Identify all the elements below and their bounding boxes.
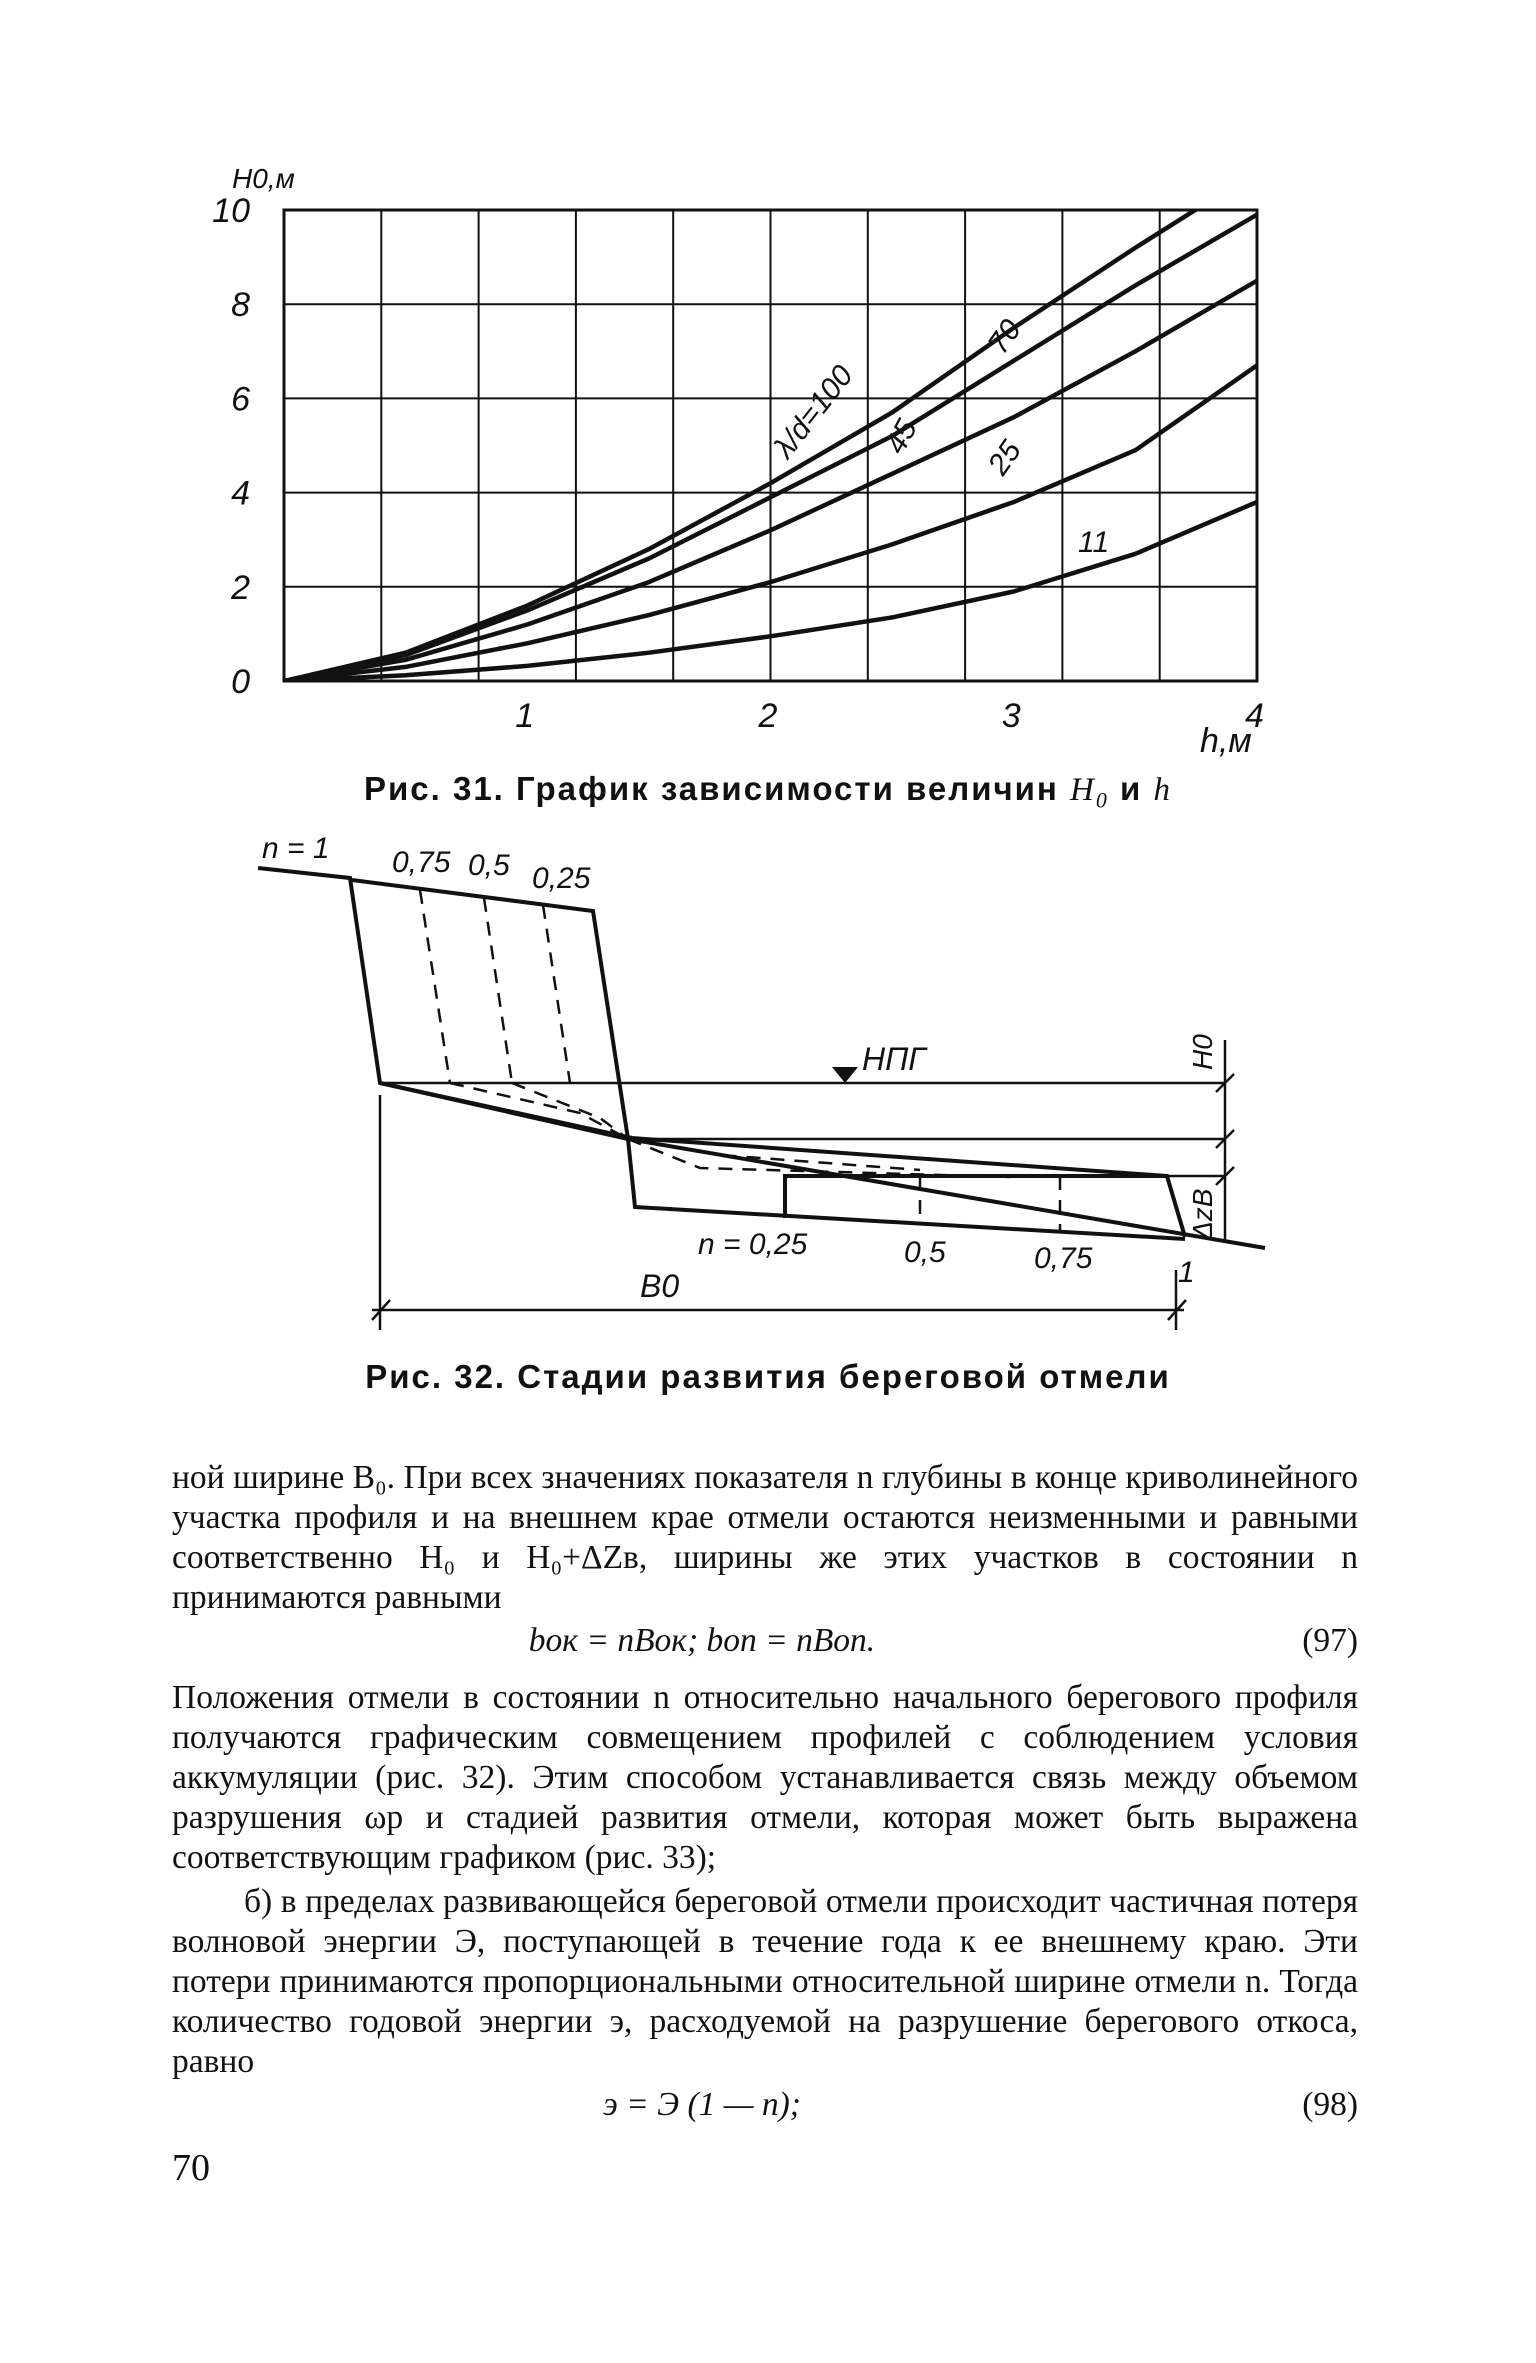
paragraph-3: б) в пределах развивающейся береговой отмели происходит частичная потеря волновой энергии Э, поступающей в течение года к ее внешнему краю. Эти потери принимаются пропорциональными относительной ширине отмели n. Тогда количество годовой энергии э, расходуемой на разрушение берегового откоса, равно: [172, 1883, 1358, 2080]
h0-dimension-label: H0: [1187, 1034, 1218, 1070]
y-tick-label: 2: [231, 568, 250, 607]
formula-98-number: (98): [1302, 2086, 1358, 2123]
page-number: 70: [172, 2147, 210, 2189]
caption-and: и: [1120, 770, 1143, 807]
initial-profile: [258, 868, 1265, 1248]
x-tick-label: 1: [515, 697, 535, 735]
x-tick-label: 2: [758, 697, 778, 735]
formula-98-expression: э = Э (1 — n);: [603, 2086, 801, 2123]
profile-n075-lower: [628, 1139, 1010, 1177]
dz-dimension-label: ΔzB: [1187, 1188, 1218, 1240]
curve-label-70: 70: [981, 313, 1028, 361]
curve-label-11: 11: [1078, 526, 1110, 559]
caption-h: h: [1153, 772, 1173, 808]
x-axis-label: h,м: [1200, 722, 1252, 760]
fig32-caption: Рис. 32. Стадии развития береговой отмели: [365, 1358, 1171, 1395]
top-label-n1: n = 1: [262, 832, 330, 865]
bottom-label-05: 0,5: [904, 1236, 946, 1269]
formula-97-expression: bок = nBок; bоп = nBоп.: [528, 1622, 876, 1659]
fig31-caption-text: Рис. 31. График зависимости величин: [363, 770, 1059, 807]
top-label-025: 0,25: [532, 862, 591, 895]
bottom-label-075: 0,75: [1034, 1242, 1093, 1275]
b0-label: B0: [640, 1268, 680, 1304]
y-tick-label: 6: [231, 380, 250, 419]
curve-label-100: λ/d=100: [767, 359, 860, 465]
formula-97: [172, 1622, 1358, 1662]
y-tick-label: 10: [212, 192, 250, 230]
water-level-label: НПГ: [862, 1041, 926, 1077]
y-axis-label: H0,м: [232, 163, 295, 194]
y-tick-label: 4: [231, 474, 250, 513]
scarp-n025: [543, 905, 570, 1083]
paragraph-1: ной ширине B₀. При всех значениях показателя n глубины в конце криволинейного участка профиля и на внешнем крае отмели остаются неизменными и равными соответственно H₀ и H₀+ΔZв, ширины же этих участков в состоянии n принимаются равными: [172, 1459, 1358, 1616]
top-label-075: 0,75: [392, 846, 451, 879]
bottom-label-1: 1: [1178, 1256, 1195, 1289]
y-tick-label: 0: [231, 663, 250, 701]
formula-98: [172, 2086, 1358, 2126]
y-tick-label: 8: [231, 286, 250, 325]
curve-label-45: 45: [879, 414, 924, 460]
x-tick-label: 3: [1001, 697, 1021, 735]
x-tick-label: 4: [1245, 697, 1264, 735]
water-level-marker: [832, 1067, 858, 1083]
caption-h0: $H_0$: [1070, 772, 1109, 813]
formula-97-number: (97): [1302, 1622, 1358, 1659]
scarp-n05: [484, 898, 512, 1083]
curve-label-25: 25: [981, 434, 1028, 482]
bottom-label-025: n = 0,25: [698, 1228, 808, 1261]
paragraph-2: Положения отмели в состоянии n относительно начального берегового профиля получаются графическим совмещением профилей с соблюдением условия аккумуляции (рис. 32). Этим способом устанавливается связь между объемом разрушения ωр и стадией развития отмели, которая может быть выражена соответствующим графиком (рис. 33);: [172, 1679, 1358, 1876]
scarp-n075: [420, 890, 450, 1083]
top-label-05: 0,5: [468, 849, 510, 882]
